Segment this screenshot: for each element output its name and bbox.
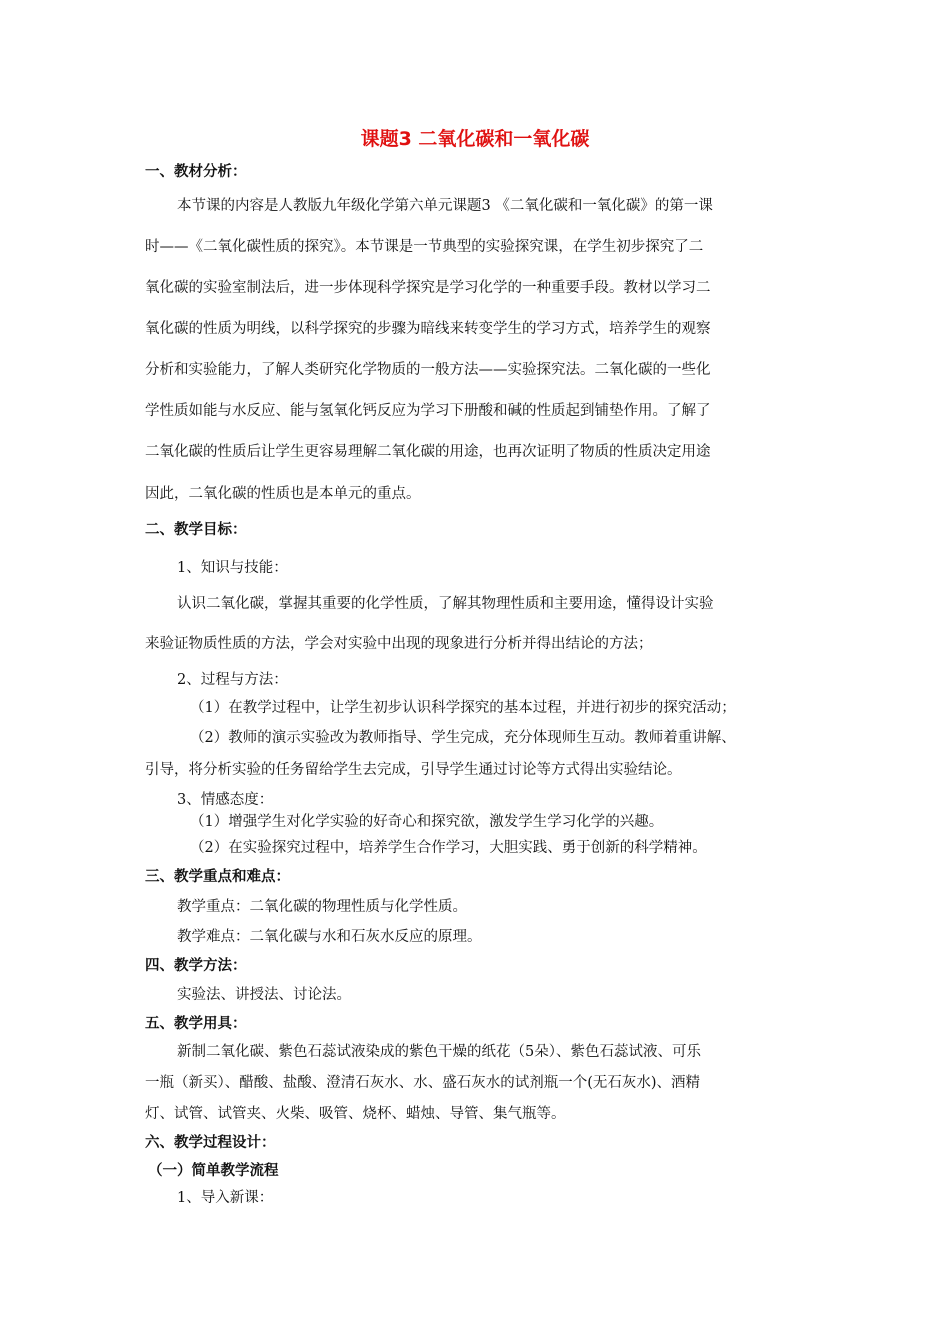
section-heading-materials: 五、教学用具： — [145, 1016, 247, 1032]
section-heading-process: 六、教学过程设计： — [145, 1135, 276, 1151]
section-heading-objectives: 二、教学目标： — [145, 522, 247, 538]
list-item: 1、知识与技能： — [177, 560, 288, 576]
list-item: 1、导入新课： — [177, 1190, 274, 1206]
list-item: 2、过程与方法： — [177, 672, 288, 688]
paragraph-line: 因此，二氧化碳的性质也是本单元的重点。 — [145, 486, 421, 502]
paragraph-line: 引导，将分析实验的任务留给学生去完成，引导学生通过讨论等方式得出实验结论。 — [145, 762, 682, 778]
paragraph-line: 灯、试管、试管夹、火柴、吸管、烧杯、蜡烛、导管、集气瓶等。 — [145, 1106, 566, 1122]
page-title: 课题3 二氧化碳和一氧化碳 — [360, 128, 590, 150]
section-heading-analysis: 一、教材分析： — [145, 164, 247, 180]
paragraph-line: 来验证物质性质的方法，学会对实验中出现的现象进行分析并得出结论的方法； — [145, 636, 653, 652]
list-item: 3、情感态度： — [177, 792, 274, 808]
paragraph-line: 时——《二氧化碳性质的探究》。本节课是一节典型的实验探究课，在学生初步探究了二 — [145, 239, 704, 255]
paragraph-line: 学性质如能与水反应、能与氢氧化钙反应为学习下册酸和碱的性质起到铺垫作用。了解了 — [145, 403, 711, 419]
subsection-heading: （一）简单教学流程 — [148, 1163, 279, 1179]
paragraph-line: 氧化碳的实验室制法后，进一步体现科学探究是学习化学的一种重要手段。教材以学习二 — [145, 280, 711, 296]
section-heading-key-points: 三、教学重点和难点： — [145, 869, 290, 885]
paragraph-line: 一瓶（新买）、醋酸、盐酸、澄清石灰水、水、盛石灰水的试剂瓶一个(无石灰水)、酒精 — [145, 1075, 701, 1091]
list-item: （1）增强学生对化学实验的好奇心和探究欲，激发学生学习化学的兴趣。 — [190, 814, 664, 830]
list-item: （2）教师的演示实验改为教师指导、学生完成，充分体现师生互动。教师着重讲解、 — [190, 730, 736, 746]
paragraph-line: 实验法、讲授法、讨论法。 — [177, 987, 351, 1003]
paragraph-line: 新制二氧化碳、紫色石蕊试液染成的紫色干燥的纸花（5朵）、紫色石蕊试液、可乐 — [177, 1044, 701, 1060]
paragraph-line: 教学重点：二氧化碳的物理性质与化学性质。 — [177, 899, 467, 915]
list-item: （2）在实验探究过程中，培养学生合作学习，大胆实践、勇于创新的科学精神。 — [190, 840, 707, 856]
paragraph-line: 分析和实验能力，了解人类研究化学物质的一般方法——实验探究法。二氧化碳的一些化 — [145, 362, 711, 378]
section-heading-methods: 四、教学方法： — [145, 958, 247, 974]
paragraph-line: 氧化碳的性质为明线，以科学探究的步骤为暗线来转变学生的学习方式，培养学生的观察 — [145, 321, 711, 337]
paragraph-line: 本节课的内容是人教版九年级化学第六单元课题3 《二氧化碳和一氧化碳》的第一课 — [177, 198, 713, 214]
list-item: （1）在教学过程中，让学生初步认识科学探究的基本过程，并进行初步的探究活动； — [190, 700, 736, 716]
paragraph-line: 教学难点：二氧化碳与水和石灰水反应的原理。 — [177, 929, 482, 945]
paragraph-line: 认识二氧化碳，掌握其重要的化学性质，了解其物理性质和主要用途，懂得设计实验 — [177, 596, 714, 612]
paragraph-line: 二氧化碳的性质后让学生更容易理解二氧化碳的用途，也再次证明了物质的性质决定用途 — [145, 444, 711, 460]
